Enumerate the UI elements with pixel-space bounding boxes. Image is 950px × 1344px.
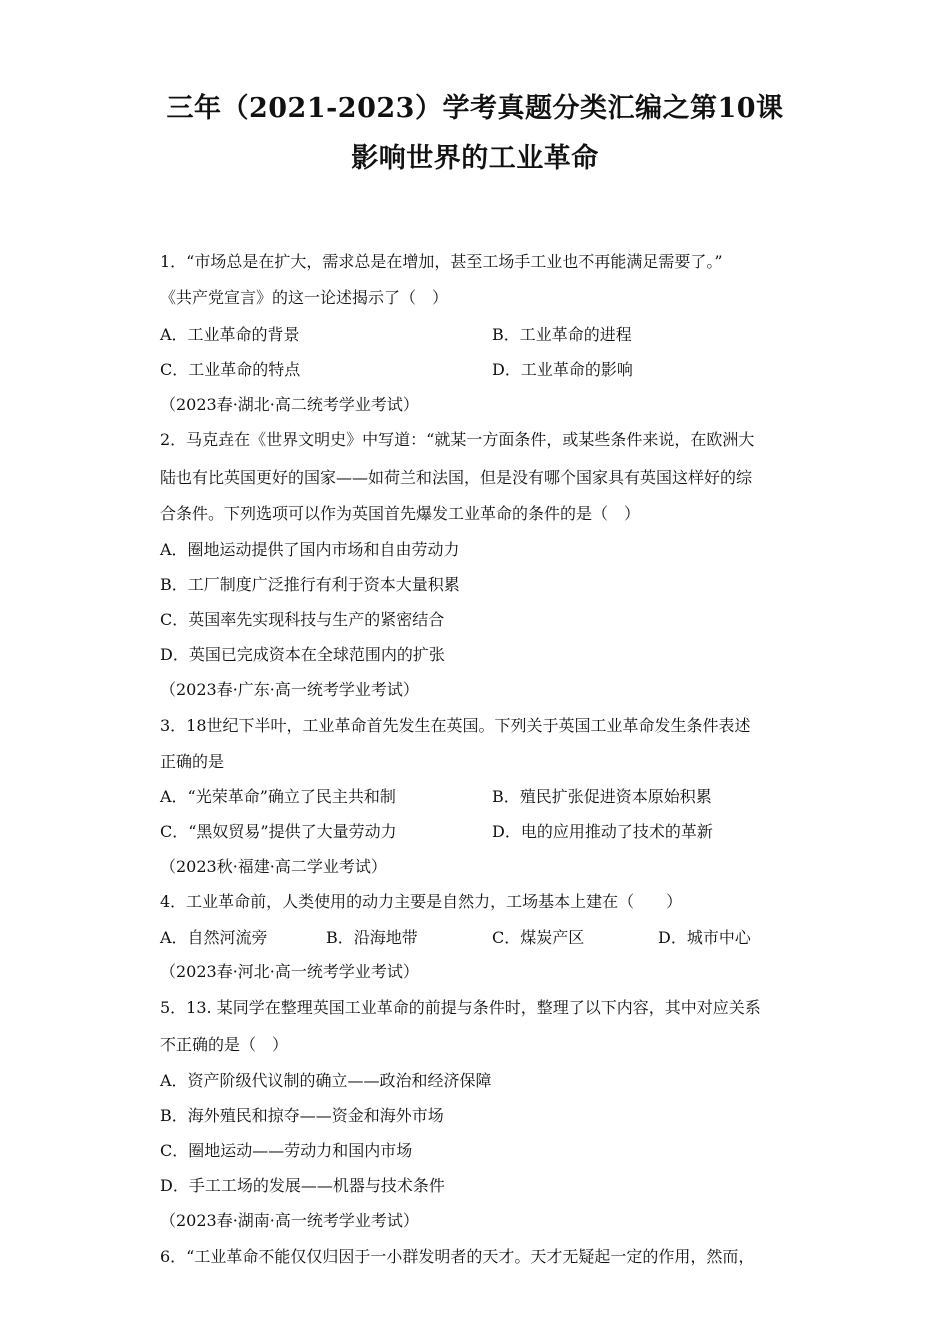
q1-option-d: D．工业革命的影响 — [492, 360, 633, 379]
q5-option-a: A．资产阶级代议制的确立——政治和经济保障 — [160, 1071, 492, 1090]
q6-stem-line-1: 6．“工业革命不能仅仅归因于一小群发明者的天才。天才无疑起一定的作用，然而， — [160, 1247, 755, 1266]
q3-option-b: B．殖民扩张促进资本原始积累 — [492, 787, 712, 806]
q3-option-a: A．“光荣革命”确立了民主共和制 — [160, 787, 396, 806]
page-title-line-2: 影响世界的工业革命 — [351, 143, 599, 174]
q4-option-b: B．沿海地带 — [326, 928, 418, 947]
q2-stem-line-3: 合条件。下列选项可以作为英国首先爆发工业革命的条件的是（ ） — [160, 504, 641, 523]
q5-option-c: C．圈地运动——劳动力和国内市场 — [160, 1141, 413, 1160]
q5-option-b: B．海外殖民和掠夺——资金和海外市场 — [160, 1106, 444, 1125]
q1-option-a: A．工业革命的背景 — [160, 325, 300, 344]
q2-option-d: D．英国已完成资本在全球范围内的扩张 — [160, 645, 445, 664]
q3-option-d: D．电的应用推动了技术的革新 — [492, 822, 713, 841]
q1-stem-line-2: 《共产党宣言》的这一论述揭示了（ ） — [160, 288, 449, 307]
q4-option-c: C．煤炭产区 — [492, 928, 585, 947]
q2-option-b: B．工厂制度广泛推行有利于资本大量积累 — [160, 575, 460, 594]
q5-option-d: D．手工工场的发展——机器与技术条件 — [160, 1176, 445, 1195]
q5-stem-line-1: 5．13. 某同学在整理英国工业革命的前提与条件时，整理了以下内容，其中对应关系 — [160, 998, 761, 1017]
q5-source: （2023春·湖南·高一统考学业考试） — [160, 1211, 419, 1230]
q4-source: （2023春·河北·高一统考学业考试） — [160, 962, 419, 981]
q4-option-d: D．城市中心 — [658, 928, 751, 947]
q4-option-a: A．自然河流旁 — [160, 928, 268, 947]
q1-source: （2023春·湖北·高二统考学业考试） — [160, 395, 419, 414]
q1-stem-line-1: 1．“市场总是在扩大，需求总是在增加，甚至工场手工业也不再能满足需要了。” — [160, 252, 723, 271]
q2-option-c: C．英国率先实现科技与生产的紧密结合 — [160, 610, 445, 629]
q3-stem-line-1: 3．18世纪下半叶，工业革命首先发生在英国。下列关于英国工业革命发生条件表述 — [160, 716, 751, 735]
q2-source: （2023春·广东·高一统考学业考试） — [160, 680, 419, 699]
q1-option-b: B．工业革命的进程 — [492, 325, 632, 344]
q2-option-a: A．圈地运动提供了国内市场和自由劳动力 — [160, 540, 460, 559]
q1-option-c: C．工业革命的特点 — [160, 360, 301, 379]
q3-source: （2023秋·福建·高二学业考试） — [160, 857, 387, 876]
q4-stem-line-1: 4．工业革命前，人类使用的动力主要是自然力，工场基本上建在（ ） — [160, 892, 683, 911]
q2-stem-line-1: 2．马克垚在《世界文明史》中写道：“就某一方面条件，或某些条件来说，在欧洲大 — [160, 430, 755, 449]
page-title-line-1: 三年（2021-2023）学考真题分类汇编之第10课 — [166, 93, 784, 124]
q3-option-c: C．“黑奴贸易”提供了大量劳动力 — [160, 822, 397, 841]
q2-stem-line-2: 陆也有比英国更好的国家——如荷兰和法国，但是没有哪个国家具有英国这样好的综 — [160, 468, 753, 487]
q3-stem-line-2: 正确的是 — [160, 752, 225, 771]
q5-stem-line-2: 不正确的是（ ） — [160, 1035, 289, 1054]
